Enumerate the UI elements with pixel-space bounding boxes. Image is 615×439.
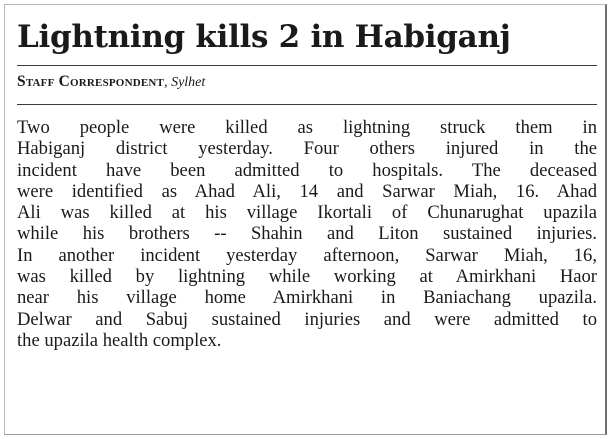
byline-separator: ,	[164, 75, 168, 90]
body-line: incident have been admitted to hospitals. The deceased	[17, 159, 597, 181]
byline-bottom-rule	[17, 104, 597, 105]
body-line: while his brothers -- Shahin and Liton sustained injuries.	[17, 223, 597, 245]
body-line: the upazila health complex.	[17, 329, 222, 351]
body-line: was killed by lightning while working at Amirkhani Haor	[17, 266, 597, 288]
body-line: In another incident yesterday afternoon, Sarwar Miah, 16,	[17, 244, 597, 266]
body-line: Ali was killed at his village Ikortali of Chunarughat upazila	[17, 202, 597, 224]
body-line: near his village home Amirkhani in Baniachang upazila.	[17, 287, 597, 309]
body-line: Two people were killed as lightning struck them in	[17, 117, 597, 138]
byline-top-rule	[17, 65, 597, 66]
byline-name: Staff Correspondent	[17, 73, 165, 90]
byline	[17, 71, 205, 94]
body-line: Habiganj district yesterday. Four others injured in the	[17, 138, 597, 160]
newspaper-clipping	[4, 4, 607, 435]
byline-location: Sylhet	[171, 75, 206, 90]
article-body	[17, 117, 597, 351]
headline: Lightning kills 2 in Habiganj	[17, 19, 511, 55]
body-line: were identified as Ahad Ali, 14 and Sarwar Miah, 16. Ahad	[17, 180, 597, 202]
body-line: Delwar and Sabuj sustained injuries and were admitted to	[17, 308, 597, 330]
